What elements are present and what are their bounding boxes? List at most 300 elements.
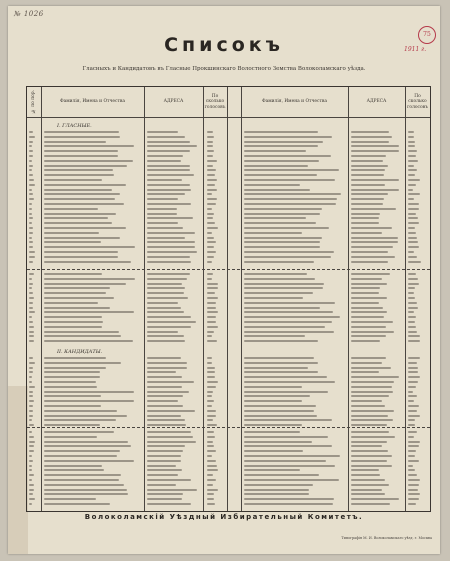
row-text bbox=[207, 455, 212, 457]
row-text bbox=[147, 431, 191, 433]
row-text bbox=[408, 419, 415, 421]
row-text bbox=[244, 145, 318, 147]
row-text bbox=[244, 484, 313, 486]
row-text bbox=[147, 189, 191, 191]
row-text bbox=[244, 203, 336, 205]
row-text bbox=[207, 297, 218, 299]
row-text bbox=[351, 405, 385, 407]
row-text bbox=[351, 297, 387, 299]
row-text bbox=[207, 445, 214, 447]
row-text bbox=[244, 371, 318, 373]
row-text bbox=[351, 184, 385, 186]
row-text bbox=[408, 261, 421, 263]
row-text bbox=[147, 450, 183, 452]
row-text bbox=[244, 155, 331, 157]
row-text bbox=[44, 386, 97, 388]
row-text bbox=[44, 455, 117, 457]
row-text bbox=[207, 155, 213, 157]
row-text bbox=[408, 256, 417, 258]
row-text bbox=[408, 302, 417, 304]
row-text bbox=[207, 165, 213, 167]
row-text bbox=[147, 131, 178, 133]
row-text bbox=[408, 307, 418, 309]
row-text bbox=[44, 136, 120, 138]
row-text bbox=[408, 297, 415, 299]
header-num: № по пор. bbox=[31, 90, 37, 114]
row-text bbox=[351, 193, 388, 195]
row-text bbox=[207, 227, 218, 229]
row-text bbox=[147, 179, 182, 181]
row-text bbox=[29, 493, 33, 495]
row-text bbox=[207, 241, 216, 243]
row-text bbox=[147, 386, 182, 388]
row-text bbox=[351, 410, 394, 412]
row-text bbox=[29, 484, 34, 486]
row-text bbox=[29, 424, 34, 426]
row-text bbox=[44, 410, 117, 412]
row-text bbox=[44, 357, 106, 359]
row-text bbox=[29, 503, 32, 505]
row-text bbox=[244, 307, 320, 309]
row-text bbox=[244, 136, 332, 138]
row-text bbox=[147, 479, 191, 481]
row-text bbox=[207, 357, 212, 359]
row-text bbox=[29, 131, 33, 133]
row-text bbox=[207, 302, 216, 304]
row-text bbox=[44, 493, 128, 495]
row-text bbox=[29, 213, 32, 215]
row-text bbox=[207, 287, 218, 289]
row-text bbox=[29, 316, 32, 318]
row-text bbox=[29, 419, 32, 421]
row-text bbox=[147, 273, 190, 275]
row-text bbox=[147, 136, 185, 138]
row-text bbox=[147, 381, 194, 383]
row-text bbox=[44, 445, 131, 447]
row-text bbox=[244, 493, 309, 495]
row-text bbox=[29, 340, 34, 342]
row-text bbox=[29, 141, 33, 143]
row-text bbox=[44, 362, 121, 364]
row-text bbox=[351, 292, 379, 294]
row-text bbox=[408, 460, 419, 462]
row-text bbox=[207, 415, 216, 417]
row-text bbox=[351, 376, 399, 378]
row-text bbox=[207, 326, 218, 328]
row-text bbox=[351, 431, 389, 433]
row-text bbox=[244, 445, 332, 447]
row-text bbox=[351, 237, 398, 239]
row-text bbox=[29, 400, 34, 402]
row-text bbox=[207, 436, 215, 438]
row-text bbox=[44, 381, 96, 383]
row-text bbox=[147, 198, 178, 200]
row-text bbox=[207, 395, 212, 397]
row-text bbox=[408, 198, 414, 200]
row-text bbox=[408, 405, 419, 407]
row-text bbox=[244, 227, 329, 229]
row-text bbox=[147, 169, 190, 171]
row-text bbox=[44, 261, 131, 263]
row-text bbox=[147, 145, 197, 147]
row-text bbox=[207, 246, 214, 248]
row-text bbox=[207, 184, 215, 186]
row-text bbox=[44, 297, 114, 299]
row-text bbox=[44, 436, 97, 438]
row-text bbox=[147, 232, 195, 234]
header-divider bbox=[27, 117, 430, 118]
row-text bbox=[244, 165, 308, 167]
row-text bbox=[207, 273, 213, 275]
row-text bbox=[351, 445, 382, 447]
row-text bbox=[244, 213, 320, 215]
row-text bbox=[147, 405, 183, 407]
row-text bbox=[29, 136, 35, 138]
row-text bbox=[29, 273, 34, 275]
row-text bbox=[44, 184, 126, 186]
row-text bbox=[351, 203, 383, 205]
row-text bbox=[29, 297, 34, 299]
row-text bbox=[408, 136, 414, 138]
row-text bbox=[44, 484, 124, 486]
row-text bbox=[29, 241, 33, 243]
row-text bbox=[351, 302, 379, 304]
row-text bbox=[244, 357, 314, 359]
row-text bbox=[351, 321, 393, 323]
row-text bbox=[408, 213, 416, 215]
row-text bbox=[351, 441, 387, 443]
row-text bbox=[147, 165, 190, 167]
row-text bbox=[207, 179, 217, 181]
document-sheet bbox=[8, 6, 440, 554]
row-text bbox=[408, 227, 415, 229]
row-text bbox=[207, 251, 216, 253]
row-text bbox=[29, 227, 33, 229]
row-text bbox=[29, 261, 33, 263]
header-votes: По сколько голосовъ bbox=[204, 94, 226, 110]
row-text bbox=[351, 145, 399, 147]
row-text bbox=[29, 335, 34, 337]
row-text bbox=[408, 131, 414, 133]
row-text bbox=[44, 217, 108, 219]
row-text bbox=[408, 367, 418, 369]
row-text bbox=[147, 213, 177, 215]
row-text bbox=[207, 376, 215, 378]
row-text bbox=[408, 357, 420, 359]
row-text bbox=[408, 436, 414, 438]
row-text bbox=[408, 145, 415, 147]
row-text bbox=[207, 256, 214, 258]
group-divider bbox=[27, 269, 430, 270]
row-text bbox=[351, 136, 392, 138]
row-text bbox=[44, 208, 98, 210]
row-text bbox=[29, 331, 34, 333]
row-text bbox=[147, 424, 186, 426]
row-text bbox=[351, 273, 390, 275]
row-text bbox=[408, 160, 418, 162]
row-text bbox=[29, 150, 33, 152]
row-text bbox=[29, 441, 35, 443]
row-text bbox=[147, 321, 196, 323]
row-text bbox=[147, 357, 181, 359]
row-text bbox=[29, 498, 35, 500]
row-text bbox=[244, 489, 309, 491]
row-text bbox=[408, 335, 420, 337]
row-text bbox=[147, 246, 195, 248]
header-address: АДРЕСА bbox=[163, 99, 184, 105]
row-text bbox=[147, 222, 178, 224]
row-text bbox=[147, 465, 176, 467]
row-text bbox=[408, 362, 417, 364]
row-text bbox=[29, 381, 32, 383]
row-text bbox=[351, 241, 398, 243]
row-text bbox=[44, 150, 118, 152]
row-text bbox=[244, 455, 340, 457]
row-text bbox=[408, 179, 420, 181]
row-text bbox=[147, 256, 190, 258]
row-text bbox=[408, 415, 420, 417]
row-text bbox=[147, 419, 185, 421]
row-text bbox=[147, 251, 197, 253]
archive-stamp: 75 bbox=[418, 26, 436, 44]
row-text bbox=[29, 431, 32, 433]
row-text bbox=[29, 450, 34, 452]
row-text bbox=[29, 287, 32, 289]
row-text bbox=[44, 227, 126, 229]
row-text bbox=[351, 278, 382, 280]
row-text bbox=[408, 273, 416, 275]
header-votes: По сколько голосовъ bbox=[407, 94, 428, 110]
row-text bbox=[147, 311, 184, 313]
column-divider bbox=[144, 87, 145, 511]
row-text bbox=[244, 292, 313, 294]
row-text bbox=[351, 287, 380, 289]
row-text bbox=[44, 222, 112, 224]
row-text bbox=[147, 395, 183, 397]
row-text bbox=[408, 340, 420, 342]
row-text bbox=[29, 455, 32, 457]
row-text bbox=[29, 445, 34, 447]
row-text bbox=[29, 326, 34, 328]
row-text bbox=[29, 217, 33, 219]
row-text bbox=[44, 489, 127, 491]
row-text bbox=[44, 367, 106, 369]
row-text bbox=[244, 415, 317, 417]
row-text bbox=[244, 273, 307, 275]
row-text bbox=[244, 131, 318, 133]
row-text bbox=[44, 331, 119, 333]
row-text bbox=[351, 381, 394, 383]
row-text bbox=[244, 474, 319, 476]
row-text bbox=[408, 287, 415, 289]
row-text bbox=[29, 386, 35, 388]
row-text bbox=[147, 292, 184, 294]
row-text bbox=[207, 321, 216, 323]
row-text bbox=[244, 436, 328, 438]
printer-imprint: Типографія М. И. Волоколамскаго уѣзд. г. Москва bbox=[341, 536, 432, 540]
row-text bbox=[147, 484, 176, 486]
row-text bbox=[147, 410, 195, 412]
row-text bbox=[44, 141, 106, 143]
row-text bbox=[244, 198, 337, 200]
row-text bbox=[351, 283, 387, 285]
row-text bbox=[207, 489, 218, 491]
row-text bbox=[351, 232, 382, 234]
row-text bbox=[207, 474, 213, 476]
row-text bbox=[44, 311, 134, 313]
row-text bbox=[29, 371, 33, 373]
row-text bbox=[408, 208, 419, 210]
row-text bbox=[351, 307, 383, 309]
row-text bbox=[44, 419, 116, 421]
row-text bbox=[408, 321, 415, 323]
row-text bbox=[29, 395, 33, 397]
row-text bbox=[244, 376, 327, 378]
row-text bbox=[408, 410, 417, 412]
row-text bbox=[147, 316, 191, 318]
row-text bbox=[29, 307, 33, 309]
row-text bbox=[244, 246, 320, 248]
row-text bbox=[351, 331, 394, 333]
row-text bbox=[408, 232, 416, 234]
row-text bbox=[351, 415, 388, 417]
document-subtitle: Гласныхъ и Кандидатовъ въ Гласные Прокшинскаго Волостного Земства Волоколамскаго уѣзда. bbox=[82, 66, 366, 72]
row-text bbox=[147, 237, 185, 239]
row-text bbox=[44, 155, 118, 157]
row-text bbox=[147, 297, 188, 299]
row-text bbox=[44, 503, 110, 505]
row-text bbox=[207, 141, 213, 143]
row-text bbox=[244, 386, 302, 388]
row-text bbox=[147, 391, 189, 393]
row-text bbox=[44, 251, 118, 253]
column-divider bbox=[203, 87, 204, 511]
row-text bbox=[44, 241, 101, 243]
row-text bbox=[147, 160, 181, 162]
row-text bbox=[147, 150, 190, 152]
column-divider bbox=[41, 87, 42, 511]
row-text bbox=[351, 141, 389, 143]
row-text bbox=[44, 400, 134, 402]
row-text bbox=[351, 150, 399, 152]
row-text bbox=[44, 326, 102, 328]
row-text bbox=[351, 217, 379, 219]
row-text bbox=[351, 311, 387, 313]
row-text bbox=[44, 179, 102, 181]
row-text bbox=[44, 203, 124, 205]
row-text bbox=[207, 400, 214, 402]
row-text bbox=[207, 419, 213, 421]
row-text bbox=[244, 184, 300, 186]
column-divider bbox=[348, 87, 349, 511]
row-text bbox=[351, 261, 388, 263]
row-text bbox=[351, 179, 399, 181]
row-text bbox=[44, 465, 102, 467]
row-text bbox=[244, 241, 320, 243]
row-text bbox=[408, 484, 419, 486]
row-text bbox=[29, 311, 35, 313]
row-text bbox=[44, 165, 127, 167]
row-text bbox=[408, 450, 416, 452]
row-text bbox=[44, 415, 127, 417]
row-text bbox=[207, 160, 217, 162]
row-text bbox=[207, 311, 218, 313]
row-text bbox=[44, 131, 119, 133]
row-text bbox=[29, 237, 32, 239]
row-text bbox=[408, 376, 420, 378]
row-text bbox=[29, 246, 33, 248]
row-text bbox=[207, 198, 217, 200]
row-text bbox=[408, 155, 416, 157]
row-text bbox=[244, 287, 323, 289]
row-text bbox=[351, 213, 380, 215]
row-text bbox=[244, 179, 335, 181]
row-text bbox=[207, 469, 218, 471]
row-text bbox=[351, 227, 392, 229]
row-text bbox=[207, 217, 213, 219]
row-text bbox=[244, 479, 339, 481]
row-text bbox=[244, 174, 317, 176]
row-text bbox=[244, 232, 302, 234]
row-text bbox=[351, 367, 391, 369]
row-text bbox=[29, 174, 33, 176]
row-text bbox=[351, 362, 382, 364]
column-divider bbox=[227, 87, 228, 511]
row-text bbox=[207, 169, 216, 171]
row-text bbox=[29, 391, 33, 393]
row-text bbox=[147, 436, 193, 438]
row-text bbox=[351, 400, 382, 402]
row-text bbox=[147, 400, 178, 402]
row-text bbox=[351, 174, 384, 176]
row-text bbox=[44, 287, 110, 289]
row-text bbox=[29, 251, 35, 253]
row-text bbox=[29, 465, 32, 467]
row-text bbox=[408, 326, 416, 328]
row-text bbox=[244, 169, 339, 171]
row-text bbox=[44, 335, 121, 337]
row-text bbox=[147, 367, 187, 369]
row-text bbox=[408, 237, 417, 239]
row-text bbox=[207, 292, 215, 294]
row-text bbox=[147, 241, 195, 243]
row-text bbox=[351, 465, 392, 467]
row-text bbox=[147, 283, 182, 285]
row-text bbox=[207, 150, 214, 152]
row-text bbox=[408, 203, 419, 205]
row-text bbox=[244, 141, 323, 143]
row-text bbox=[244, 405, 316, 407]
row-text bbox=[351, 155, 386, 157]
row-text bbox=[244, 400, 302, 402]
row-text bbox=[244, 326, 325, 328]
row-text bbox=[29, 469, 32, 471]
row-text bbox=[408, 217, 418, 219]
row-text bbox=[29, 362, 35, 364]
row-text bbox=[351, 246, 393, 248]
row-text bbox=[207, 213, 214, 215]
row-text bbox=[408, 311, 414, 313]
row-text bbox=[351, 484, 389, 486]
row-text bbox=[44, 283, 126, 285]
header-address: АДРЕСА bbox=[366, 99, 387, 105]
row-text bbox=[351, 460, 387, 462]
row-text bbox=[244, 217, 306, 219]
row-text bbox=[351, 208, 396, 210]
row-text bbox=[44, 193, 120, 195]
row-text bbox=[408, 292, 414, 294]
row-text bbox=[408, 371, 418, 373]
